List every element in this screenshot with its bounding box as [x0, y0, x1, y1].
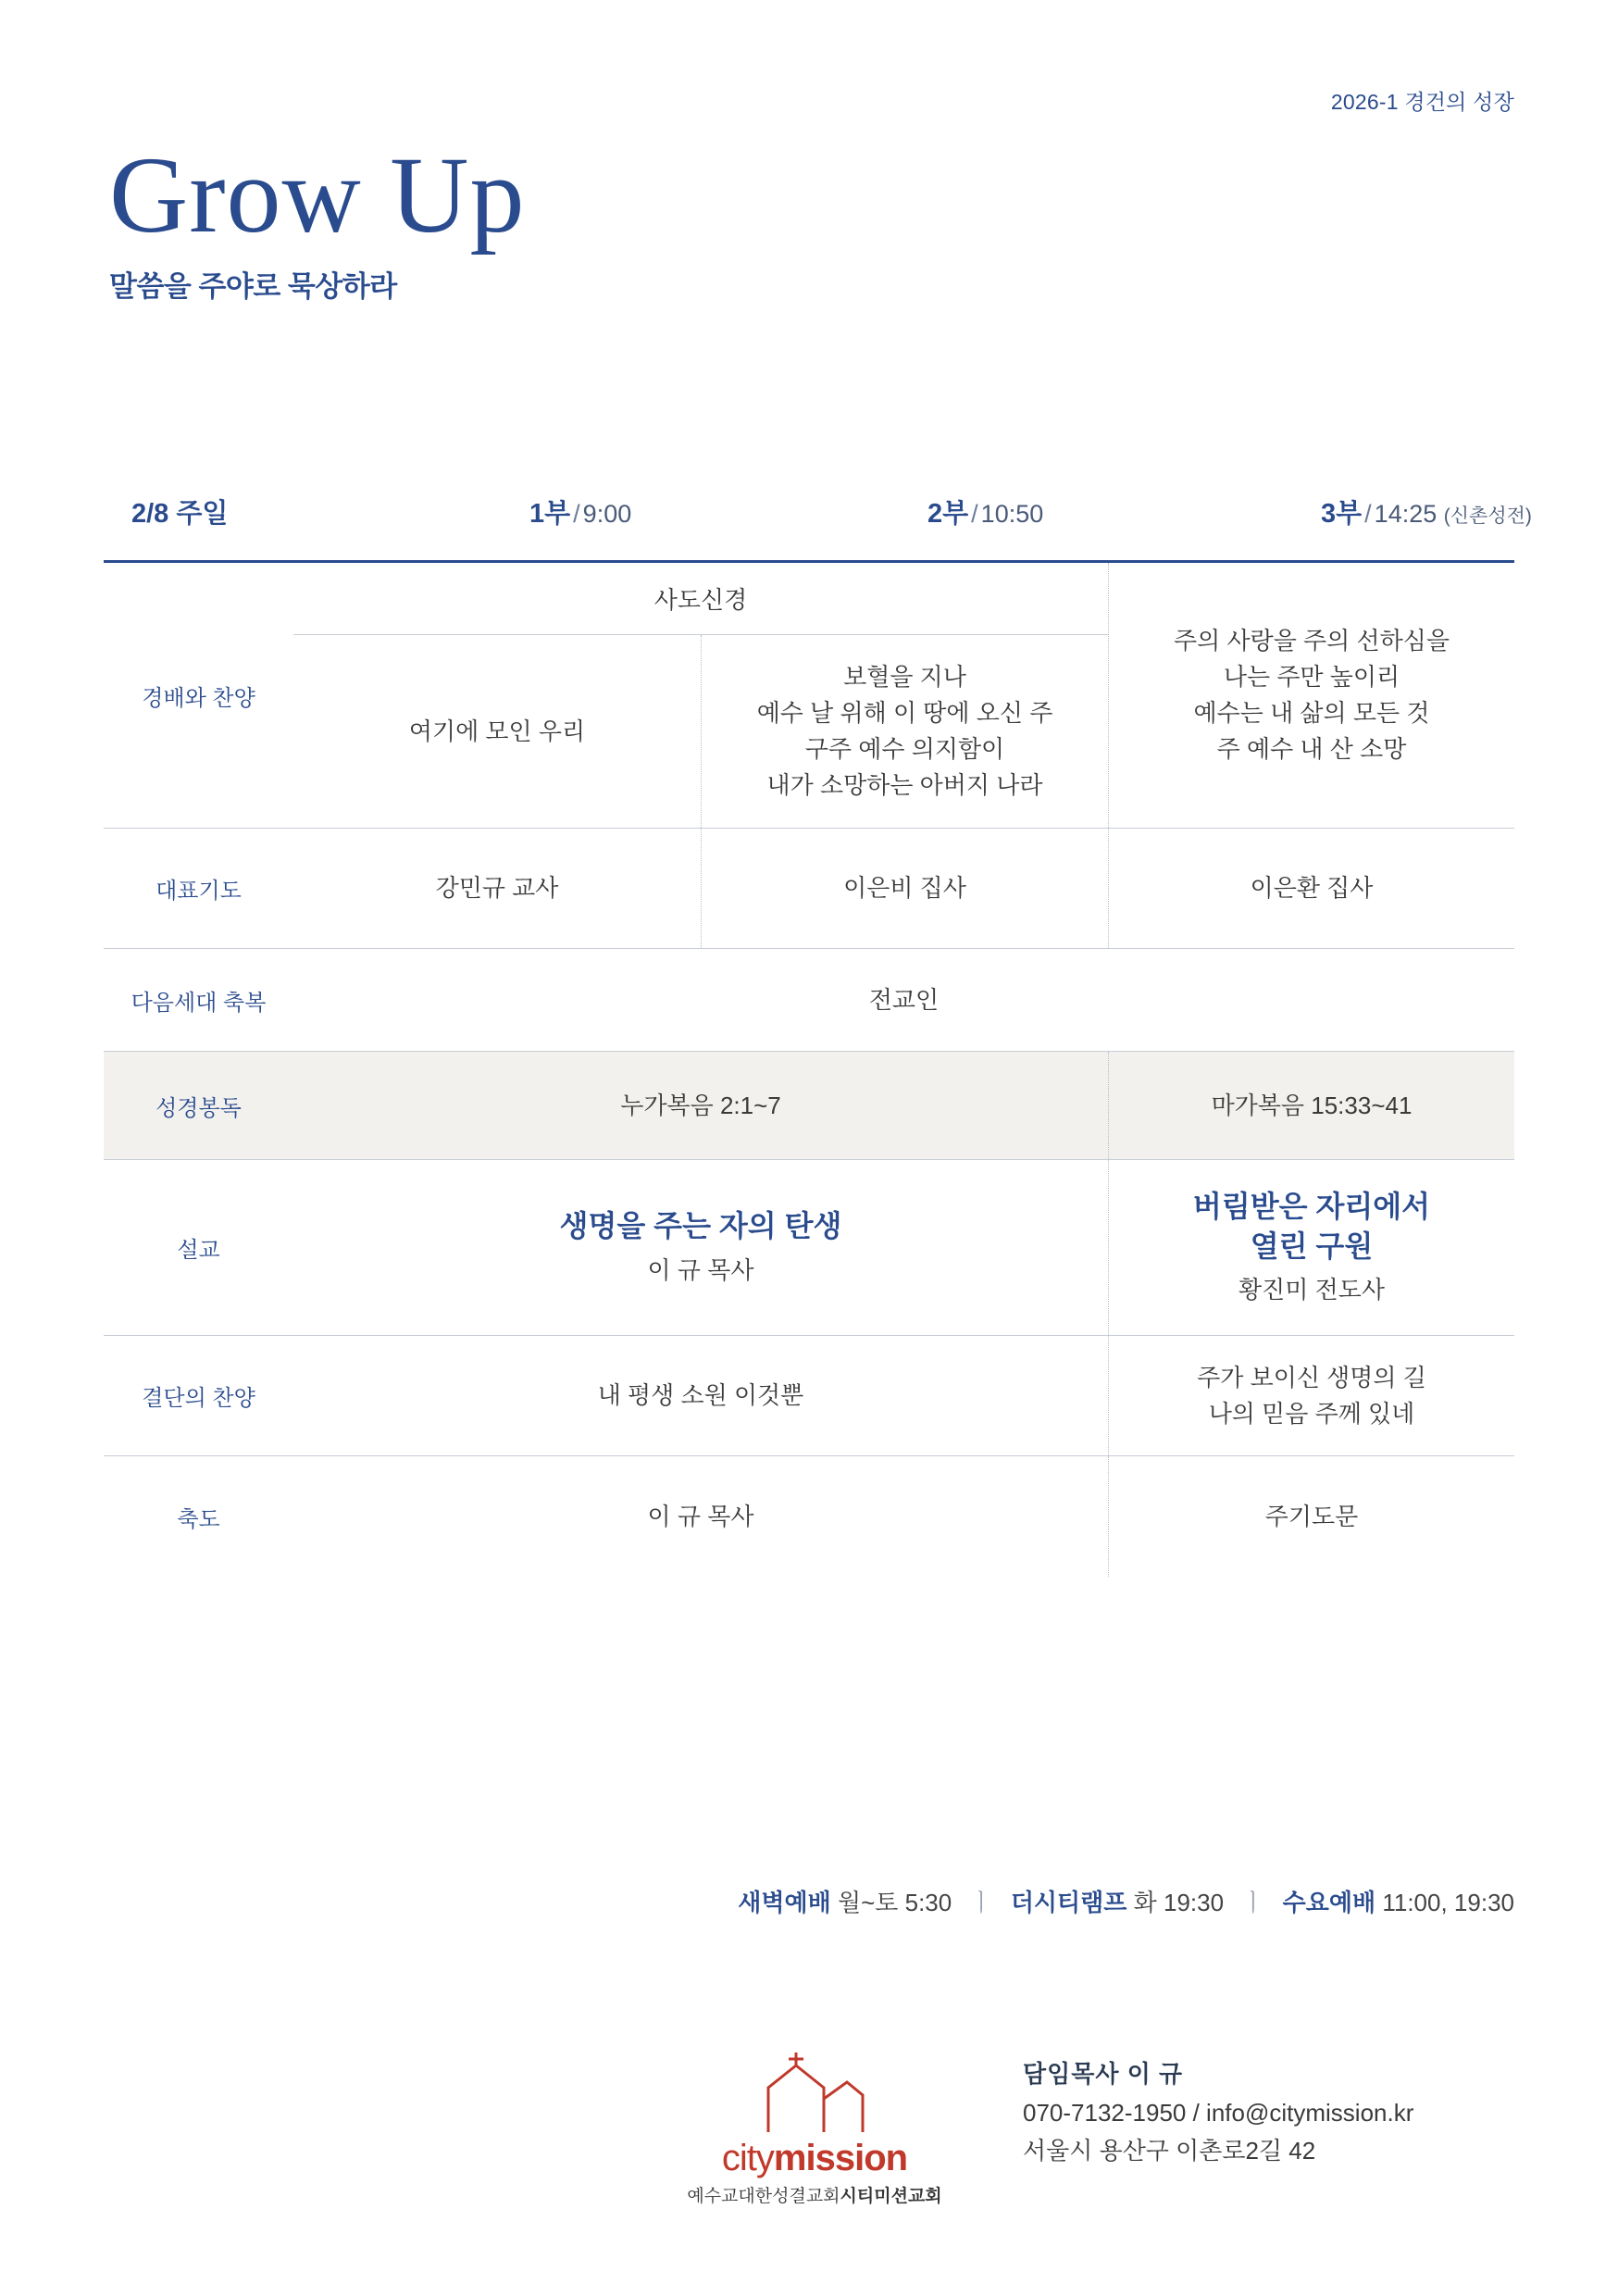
prayer-service-3: 이은환 집사: [1108, 829, 1514, 948]
table-row-response: [104, 1336, 1514, 1456]
table-row-sermon: [104, 1160, 1514, 1336]
contact-phone-email: 070-7132-1950 / info@citymission.kr: [1023, 2098, 1414, 2127]
worship-service-1: 여기에 모인 우리: [408, 717, 586, 745]
logo-sub-denomination: 예수교대한성결교회: [687, 2187, 840, 2206]
worship-s3-line-3: 예수는 내 삶의 모든 것: [1193, 699, 1430, 727]
worship-s2-line-2: 예수 날 위해 이 땅에 오신 주: [756, 699, 1053, 727]
weekly-service-times: [104, 1884, 1514, 1918]
logo-subtext: [648, 2182, 981, 2207]
sermon-service-12: [293, 1160, 1108, 1335]
sermon-cells: [293, 1160, 1514, 1335]
schedule-date: [131, 493, 228, 530]
scripture-service-3: 마가복음 15:33~41: [1108, 1052, 1514, 1159]
schedule-table: [104, 560, 1514, 1577]
brand-block: [109, 134, 526, 305]
row-label-response: 결단의 찬양: [142, 1386, 255, 1411]
service-2-header: [927, 493, 1043, 530]
scripture-service-12: 누가복음 2:1~7: [620, 1091, 781, 1119]
service-3-time: 14:25: [1374, 500, 1438, 528]
service-1-number: 1부: [529, 499, 571, 529]
logo-sub-church: 시티미션교회: [840, 2187, 942, 2206]
logo-word-mission: mission: [773, 2138, 908, 2178]
logo-word-city: city: [721, 2138, 774, 2178]
sermon-title-3-line-2: 열린 구원: [1250, 1229, 1374, 1263]
worship-s3-line-4: 주 예수 내 산 소망: [1216, 735, 1407, 763]
season-tag: 2026-1 경건의 성장: [1330, 90, 1514, 114]
row-label-blessing: 다음세대 축복: [131, 990, 267, 1016]
sermon-person-3: 황진미 전도사: [1238, 1276, 1385, 1304]
lamp-service-time: 화 19:30: [1133, 1889, 1225, 1916]
prayer-service-2: 이은비 집사: [701, 829, 1108, 948]
row-label-prayer: 대표기도: [156, 879, 242, 904]
worship-left-group: [293, 563, 1108, 828]
benediction-service-3: 주기도문: [1108, 1456, 1514, 1577]
worship-service-2: [701, 635, 1108, 828]
table-row-worship: [104, 560, 1514, 829]
dawn-service-time: 월~토 5:30: [837, 1889, 952, 1916]
wednesday-service-label: 수요예배: [1282, 1889, 1376, 1916]
lamp-service-label: 더시티램프: [1010, 1889, 1127, 1916]
table-row-benediction: [104, 1456, 1514, 1577]
contact-block: [1023, 2055, 1413, 2171]
schedule-date-label: 2/8 주일: [131, 499, 229, 529]
worship-service-3: [1108, 563, 1514, 828]
worship-s3-line-2: 나는 주만 높이리: [1223, 663, 1400, 691]
table-row-prayer: [104, 829, 1514, 949]
slash-2: /: [971, 500, 978, 528]
service-3-number: 3부: [1321, 499, 1363, 529]
church-logo-block: [648, 2051, 981, 2207]
creed-cell: 사도신경: [293, 563, 1108, 635]
response-s3-line-2: 나의 믿음 주께 있네: [1208, 1399, 1415, 1428]
worship-s2-line-1: 보혈을 지나: [843, 663, 966, 691]
service-sep-1: ㅣ: [969, 1889, 993, 1916]
dawn-service-label: 새벽예배: [738, 1889, 831, 1916]
table-row-scripture: [104, 1051, 1514, 1160]
slash-3: /: [1364, 500, 1372, 528]
brand-title: Grow Up: [109, 134, 526, 256]
prayer-service-1: 강민규 교사: [435, 874, 559, 902]
response-cells: [293, 1336, 1514, 1455]
worship-s2-line-4: 내가 소망하는 아버지 나라: [766, 771, 1043, 799]
blessing-value: 전교인: [868, 985, 940, 1014]
brand-subtitle: 말씀을 주야로 묵상하라: [109, 270, 397, 303]
worship-s3-line-1: 주의 사랑을 주의 선하심을: [1174, 627, 1450, 655]
worship-s2-line-3: 구주 예수 의지함이: [804, 735, 1005, 763]
worship-cells: [293, 563, 1514, 828]
slash-1: /: [573, 500, 580, 528]
sermon-service-3: [1108, 1160, 1514, 1335]
row-label-worship: 경배와 찬양: [142, 685, 255, 711]
service-3-header: [1321, 493, 1532, 530]
sermon-title-12: 생명을 주는 자의 탄생: [559, 1209, 842, 1243]
service-2-number: 2부: [927, 499, 969, 529]
service-sep-2: ㅣ: [1241, 1889, 1265, 1916]
scripture-cells: [293, 1052, 1514, 1159]
sermon-title-3-line-1: 버림받은 자리에서: [1192, 1189, 1431, 1223]
response-s3-line-1: 주가 보이신 생명의 길: [1197, 1363, 1426, 1391]
service-2-time: 10:50: [980, 500, 1044, 528]
benediction-cells: [293, 1456, 1514, 1577]
prayer-cells: [293, 829, 1514, 948]
row-label-sermon: 설교: [177, 1238, 220, 1263]
service-1-time: 9:00: [582, 500, 632, 528]
response-service-12: 내 평생 소원 이것뿐: [597, 1381, 804, 1409]
row-label-benediction: 축도: [177, 1506, 220, 1532]
response-service-3: [1108, 1336, 1514, 1455]
church-building-icon: [759, 2051, 870, 2136]
benediction-service-12: 이 규 목사: [647, 1502, 754, 1530]
logo-wordmark: [648, 2140, 981, 2177]
service-header-row: [104, 491, 1532, 539]
contact-address: 서울시 용산구 이촌로2길 42: [1023, 2137, 1316, 2165]
service-1-header: [529, 493, 631, 530]
blessing-cells: [293, 971, 1514, 1029]
service-3-note: (신촌성전): [1443, 505, 1532, 527]
wednesday-service-time: 11:00, 19:30: [1382, 1889, 1514, 1916]
pastor-name: 담임목사 이 규: [1023, 2060, 1184, 2088]
worship-songs: [293, 635, 1108, 828]
table-row-next-generation: [104, 949, 1514, 1051]
row-label-scripture: 성경봉독: [156, 1095, 242, 1121]
sermon-person-12: 이 규 목사: [647, 1255, 754, 1284]
